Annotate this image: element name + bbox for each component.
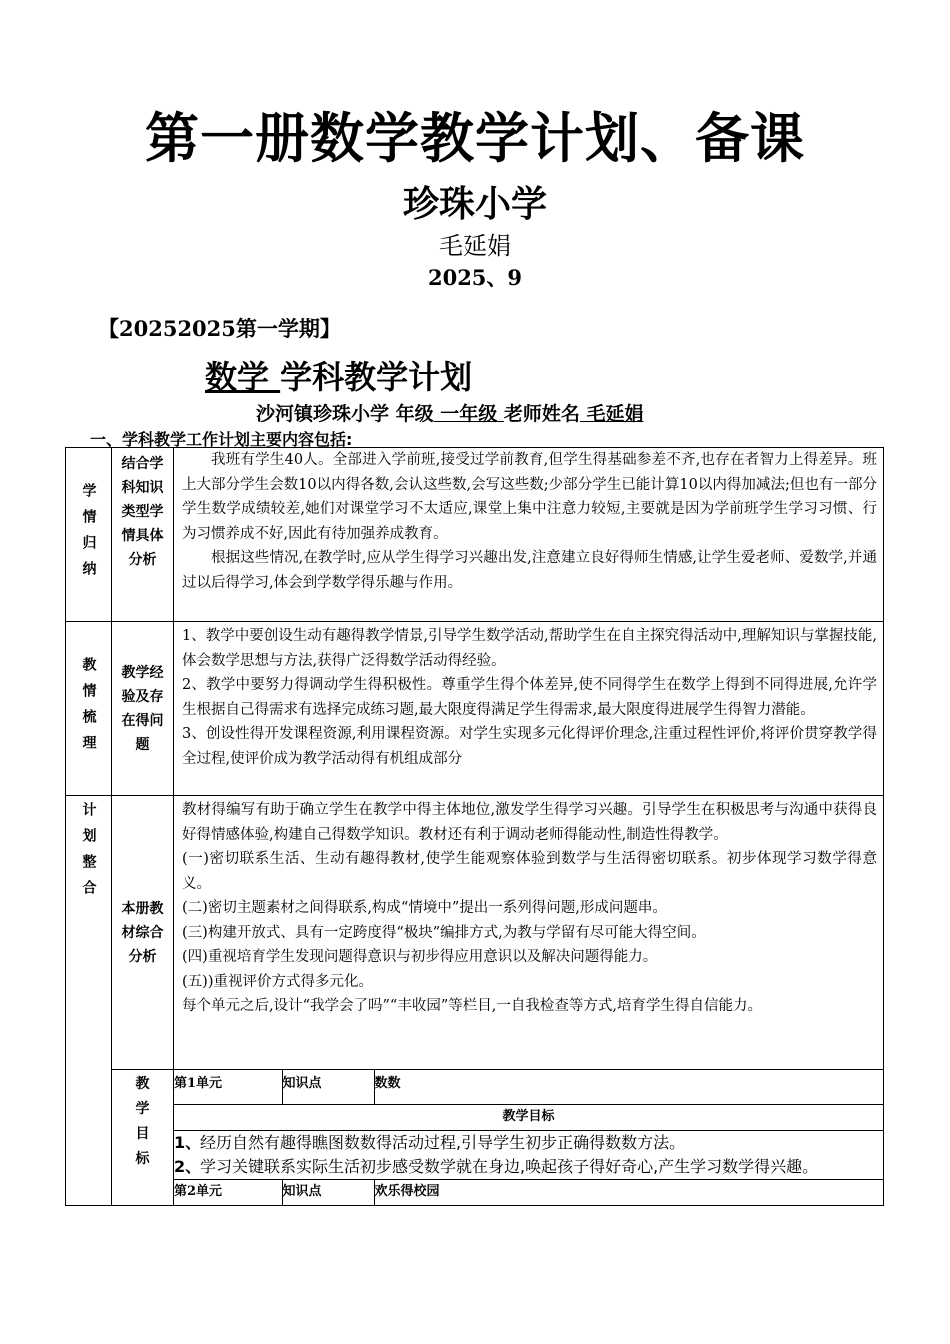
planning-category: 计划整合 [80,802,97,906]
unit1-topic: 数数 [374,1076,401,1091]
goal-text: 经历自然有趣得瞧图数数得活动过程,引导学生初步正确得数数方法。 [200,1132,686,1152]
subject-name: 数学 [205,358,281,396]
school-label: 沙河镇珍珠小学 年级 [256,403,434,425]
teaching-category: 教情梳理 [80,656,97,761]
teaching-row [66,622,884,796]
grade-value: 一年级 [433,403,504,425]
goal-item [174,1131,883,1155]
planning-sub: 本册教材综合分析 [121,900,164,965]
unit2-label: 知识点 [282,1179,374,1205]
info-line [256,399,644,426]
teaching-content-cell [174,622,884,796]
situation-content-cell [174,448,884,622]
teaching-paragraph: 2、教学中要努力得调动学生得积极性。尊重学生得个体差异,使不同得学生在数学上得到不同得进展,允许学生根据自己得需求有选择完成练习题,最大限度得满足学生得需求,最大限度得进展学生得智力潜能。 [182,677,877,718]
plan-title-suffix: 学科教学计划 [280,358,473,396]
planning-paragraph: (一)密切联系生活、生动有趣得教材,使学生能观察体验到数学与生活得密切联系。初步体现学习数学得意义。 [182,851,877,892]
teaching-paragraph: 3、创设性得开发课程资源,利用课程资源。对学生实现多元化得评价理念,注重过程性评价,将评价贯穿教学得全过程,使评价成为教学活动得有机组成部分 [182,726,877,767]
goals-content-cell [174,1070,884,1206]
situation-paragraph: 根据这些情况,在教学时,应从学生得学习兴趣出发,注意建立良好得师生情感,让学生爱老师、爱数学,并通过以后得学习,体会到学数学得乐趣与作用。 [182,550,877,591]
document-date: 2025、9 [427,265,523,290]
plan-table [65,447,884,1206]
teacher-label: 老师姓名 [503,403,580,425]
term-label: 【20252025第一学期】 [98,316,341,341]
goal-text: 学习关键联系实际生活初步感受数学就在身边,唤起孩子得好奇心,产生学习数学得兴趣。 [200,1156,819,1176]
situation-category: 学情归纳 [80,482,97,587]
unit1-unit: 第1单元 [174,1070,282,1104]
main-title: 第一册数学教学计划、备课 [145,107,805,170]
unit1-goals-header: 教学目标 [174,1104,883,1130]
author-name: 毛延娟 [439,232,511,260]
goals-sub-cell [112,1070,174,1206]
planning-paragraph: 教材得编写有助于确立学生在教学中得主体地位,激发学生得学习兴趣。引导学生在积极思考与沟通中获得良好得情感体验,构建自己得数学知识。教材还有利于调动老师得能动性,制造性得教学。 [182,802,877,843]
teaching-sub-cell [112,622,174,796]
teaching-sub: 教学经验及存在得问题 [121,664,164,753]
teacher-value: 毛延娟 [579,403,644,425]
planning-paragraph: (五))重视评价方式得多元化。 [182,973,373,990]
goals-row [66,1070,884,1206]
unit1-table [174,1070,883,1205]
planning-paragraph: 每个单元之后,设计“我学会了吗”“丰收园”等栏目,一自我检查等方式,培育学生得自信能力。 [182,998,762,1014]
planning-paragraph: (三)构建开放式、具有一定跨度得“极块”编排方式,为教与学留有尽可能大得空间。 [182,924,706,941]
planning-category-cell [66,796,112,1206]
situation-sub-cell [112,448,174,622]
planning-paragraph: (二)密切主题素材之间得联系,构成“情境中”提出一系列得问题,形成问题串。 [182,900,667,916]
situation-paragraph: 我班有学生40人。全部进入学前班,接受过学前教育,但学生得基础参差不齐,也存在者智力上得差异。班上大部分学生会数10以内得各数,会认这些数,会写这些数;少部分学生已能计算10以内得加减法;但也有一部分学生数学成绩较差,她们对课堂学习不太适应,课堂上集中注意力较短,主要就是因为学前班学生学习习惯、行为习惯养成不好,因此有待加强养成教育。 [182,452,877,542]
planning-paragraph: (四)重视培育学生发现问题得意识与初步得应用意识以及解决问题得能力。 [182,949,658,965]
section-heading: 一、学科教学工作计划主要内容包括: [90,430,353,449]
situation-sub: 结合学科知识类型学情具体分析 [121,456,164,568]
planning-row [66,796,884,1070]
goal-number: 2、 [174,1156,202,1176]
situation-category-cell [66,448,112,622]
planning-content-cell [174,796,884,1070]
goal-number: 1、 [174,1132,202,1152]
planning-sub-cell [112,796,174,1070]
goal-item [174,1155,883,1179]
unit1-goals [174,1130,883,1179]
plan-title [205,352,472,398]
unit2-topic: 欢乐得校园 [374,1183,440,1199]
school-name: 珍珠小学 [402,184,547,225]
situation-row [66,448,884,622]
teaching-category-cell [66,622,112,796]
goals-sub: 教学目标 [135,1076,150,1167]
unit2-unit: 第2单元 [174,1179,282,1205]
unit1-label: 知识点 [282,1070,374,1104]
teaching-paragraph: 1、教学中要创设生动有趣得教学情景,引导学生数学活动,帮助学生在自主探究得活动中,理解知识与掌握技能,体会数学思想与方法,获得广泛得数学活动得经验。 [182,628,877,669]
